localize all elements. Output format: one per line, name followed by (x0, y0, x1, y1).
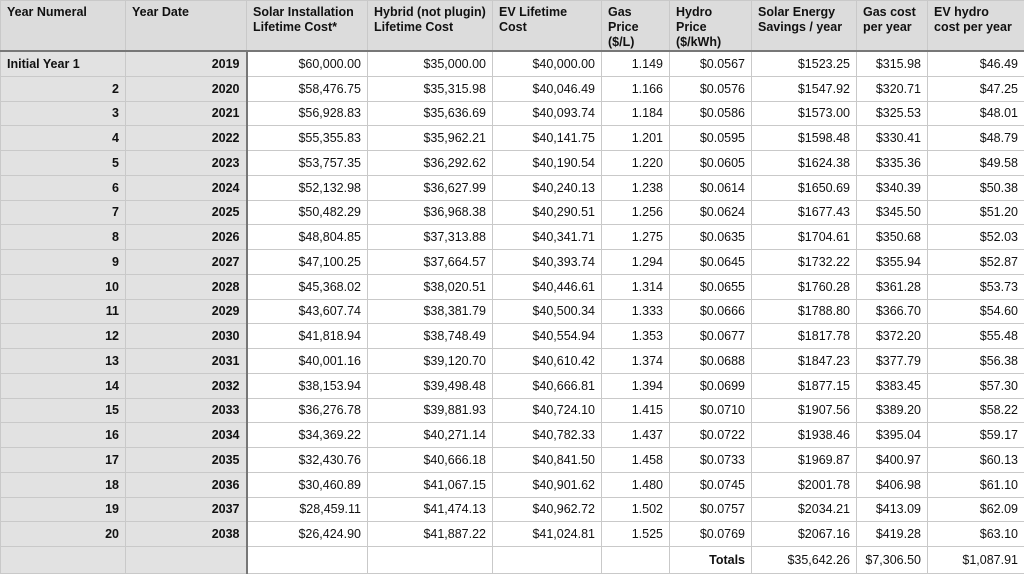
cell-ev-cost[interactable]: $40,666.81 (493, 373, 602, 398)
table-row (1, 101, 1024, 126)
cell-gas-cost[interactable]: $340.39 (857, 175, 928, 200)
table-row (1, 225, 1024, 250)
cell-ev-hydro-cost[interactable]: $52.87 (928, 250, 1024, 275)
cell-gas-price[interactable]: 1.275 (602, 225, 670, 250)
cell-ev-cost[interactable]: $41,024.81 (493, 522, 602, 547)
table-row (1, 175, 1024, 200)
cell-solar-cost[interactable]: $58,476.75 (247, 76, 368, 101)
cell-gas-cost[interactable]: $383.45 (857, 373, 928, 398)
table-row (1, 151, 1024, 176)
cell-ev-hydro-cost[interactable]: $48.01 (928, 101, 1024, 126)
cell-solar-savings[interactable]: $2001.78 (752, 472, 857, 497)
cell-ev-hydro-cost[interactable]: $56.38 (928, 349, 1024, 374)
header-solar-cost[interactable]: Solar Installation Lifetime Cost* (247, 1, 368, 52)
cell-gas-cost[interactable]: $350.68 (857, 225, 928, 250)
cell-hybrid-cost[interactable]: $35,962.21 (368, 126, 493, 151)
cell-hydro-price[interactable]: $0.0567 (670, 51, 752, 76)
cell-solar-cost[interactable]: $53,757.35 (247, 151, 368, 176)
cell-gas-cost[interactable]: $389.20 (857, 398, 928, 423)
cell-ev-cost[interactable]: $40,000.00 (493, 51, 602, 76)
cell-ev-cost[interactable]: $40,046.49 (493, 76, 602, 101)
cell-gas-cost[interactable]: $372.20 (857, 324, 928, 349)
cell-year-date[interactable]: 2019 (126, 51, 247, 76)
cell-year-date[interactable]: 2028 (126, 274, 247, 299)
cell-year-date[interactable]: 2033 (126, 398, 247, 423)
cell-ev-cost[interactable]: $40,290.51 (493, 200, 602, 225)
cell-solar-cost[interactable]: $45,368.02 (247, 274, 368, 299)
cell-hydro-price[interactable]: $0.0745 (670, 472, 752, 497)
cell-hybrid-cost[interactable]: $38,748.49 (368, 324, 493, 349)
cell-ev-hydro-cost[interactable]: $48.79 (928, 126, 1024, 151)
cell-year-numeral[interactable]: 10 (1, 274, 126, 299)
cell-hydro-price[interactable]: $0.0645 (670, 250, 752, 275)
cell-hydro-price[interactable]: $0.0635 (670, 225, 752, 250)
cell-ev-cost[interactable]: $40,093.74 (493, 101, 602, 126)
cell-hybrid-cost[interactable]: $35,000.00 (368, 51, 493, 76)
cell-gas-cost[interactable]: $330.41 (857, 126, 928, 151)
cell-ev-hydro-cost[interactable]: $58.22 (928, 398, 1024, 423)
cell-hybrid-cost[interactable]: $36,968.38 (368, 200, 493, 225)
cell-solar-cost[interactable]: $50,482.29 (247, 200, 368, 225)
table-row (1, 472, 1024, 497)
cell-year-date[interactable]: 2023 (126, 151, 247, 176)
table-row (1, 398, 1024, 423)
cell-gas-cost[interactable]: $325.53 (857, 101, 928, 126)
totals-empty-cell[interactable] (368, 547, 493, 574)
cell-year-numeral[interactable]: 19 (1, 497, 126, 522)
totals-empty-year[interactable] (1, 547, 126, 574)
cell-solar-cost[interactable]: $26,424.90 (247, 522, 368, 547)
cell-hybrid-cost[interactable]: $38,020.51 (368, 274, 493, 299)
cell-solar-savings[interactable]: $1817.78 (752, 324, 857, 349)
table-row (1, 373, 1024, 398)
cell-ev-cost[interactable]: $40,393.74 (493, 250, 602, 275)
header-hydro-price[interactable]: Hydro Price ($/kWh) (670, 1, 752, 52)
totals-label[interactable]: Totals (670, 547, 752, 574)
cell-year-date[interactable]: 2022 (126, 126, 247, 151)
totals-empty-cell[interactable] (493, 547, 602, 574)
cell-year-date[interactable]: 2029 (126, 299, 247, 324)
cell-hybrid-cost[interactable]: $40,271.14 (368, 423, 493, 448)
cell-solar-savings[interactable]: $1732.22 (752, 250, 857, 275)
cell-year-date[interactable]: 2035 (126, 448, 247, 473)
cell-gas-price[interactable]: 1.238 (602, 175, 670, 200)
cell-hydro-price[interactable]: $0.0688 (670, 349, 752, 374)
cell-ev-cost[interactable]: $40,554.94 (493, 324, 602, 349)
cell-gas-cost[interactable]: $355.94 (857, 250, 928, 275)
cell-ev-cost[interactable]: $40,901.62 (493, 472, 602, 497)
cell-hydro-price[interactable]: $0.0614 (670, 175, 752, 200)
cell-year-date[interactable]: 2036 (126, 472, 247, 497)
cell-solar-savings[interactable]: $1969.87 (752, 448, 857, 473)
cell-ev-cost[interactable]: $40,240.13 (493, 175, 602, 200)
cell-year-numeral[interactable]: 9 (1, 250, 126, 275)
cell-solar-cost[interactable]: $52,132.98 (247, 175, 368, 200)
table-row (1, 423, 1024, 448)
cell-hydro-price[interactable]: $0.0733 (670, 448, 752, 473)
cell-hybrid-cost[interactable]: $39,498.48 (368, 373, 493, 398)
cell-hybrid-cost[interactable]: $35,315.98 (368, 76, 493, 101)
header-hybrid-cost[interactable]: Hybrid (not plugin) Lifetime Cost (368, 1, 493, 52)
totals-empty-date[interactable] (126, 547, 247, 574)
cell-gas-price[interactable]: 1.201 (602, 126, 670, 151)
cell-hybrid-cost[interactable]: $41,474.13 (368, 497, 493, 522)
cell-ev-cost[interactable]: $40,446.61 (493, 274, 602, 299)
cell-gas-cost[interactable]: $361.28 (857, 274, 928, 299)
cell-gas-cost[interactable]: $400.97 (857, 448, 928, 473)
table-row (1, 76, 1024, 101)
header-row (1, 1, 1024, 52)
cell-solar-cost[interactable]: $55,355.83 (247, 126, 368, 151)
cell-year-date[interactable]: 2020 (126, 76, 247, 101)
totals-empty-cell[interactable] (247, 547, 368, 574)
cell-solar-savings[interactable]: $1907.56 (752, 398, 857, 423)
cell-year-numeral[interactable]: 18 (1, 472, 126, 497)
cell-ev-hydro-cost[interactable]: $62.09 (928, 497, 1024, 522)
header-year-numeral[interactable]: Year Numeral (1, 1, 126, 52)
cell-hydro-price[interactable]: $0.0699 (670, 373, 752, 398)
cell-year-numeral[interactable]: 14 (1, 373, 126, 398)
cell-ev-hydro-cost[interactable]: $61.10 (928, 472, 1024, 497)
cell-hydro-price[interactable]: $0.0576 (670, 76, 752, 101)
cell-hybrid-cost[interactable]: $39,120.70 (368, 349, 493, 374)
cell-ev-hydro-cost[interactable]: $55.48 (928, 324, 1024, 349)
table-row (1, 126, 1024, 151)
totals-solar-savings[interactable]: $35,642.26 (752, 547, 857, 574)
cell-hydro-price[interactable]: $0.0666 (670, 299, 752, 324)
cell-gas-price[interactable]: 1.502 (602, 497, 670, 522)
cell-gas-cost[interactable]: $366.70 (857, 299, 928, 324)
header-gas-cost[interactable]: Gas cost per year (857, 1, 928, 52)
cell-hydro-price[interactable]: $0.0624 (670, 200, 752, 225)
table-row (1, 448, 1024, 473)
cell-gas-cost[interactable]: $395.04 (857, 423, 928, 448)
cell-ev-hydro-cost[interactable]: $53.73 (928, 274, 1024, 299)
cell-solar-cost[interactable]: $38,153.94 (247, 373, 368, 398)
cell-gas-cost[interactable]: $406.98 (857, 472, 928, 497)
cell-hydro-price[interactable]: $0.0655 (670, 274, 752, 299)
cell-solar-cost[interactable]: $41,818.94 (247, 324, 368, 349)
table-row (1, 51, 1024, 76)
cell-solar-cost[interactable]: $43,607.74 (247, 299, 368, 324)
cell-year-date[interactable]: 2031 (126, 349, 247, 374)
cell-year-numeral[interactable]: 13 (1, 349, 126, 374)
header-ev-cost[interactable]: EV Lifetime Cost (493, 1, 602, 52)
cell-hydro-price[interactable]: $0.0769 (670, 522, 752, 547)
cell-year-numeral[interactable]: Initial Year 1 (1, 51, 126, 76)
cell-ev-hydro-cost[interactable]: $54.60 (928, 299, 1024, 324)
header-solar-savings[interactable]: Solar Energy Savings / year (752, 1, 857, 52)
cell-year-date[interactable]: 2025 (126, 200, 247, 225)
cell-year-numeral[interactable]: 11 (1, 299, 126, 324)
cell-solar-savings[interactable]: $1547.92 (752, 76, 857, 101)
cell-year-date[interactable]: 2034 (126, 423, 247, 448)
cell-year-numeral[interactable]: 5 (1, 151, 126, 176)
table-row (1, 497, 1024, 522)
cell-gas-cost[interactable]: $377.79 (857, 349, 928, 374)
cell-gas-cost[interactable]: $419.28 (857, 522, 928, 547)
cell-gas-price[interactable]: 1.525 (602, 522, 670, 547)
cell-year-numeral[interactable]: 8 (1, 225, 126, 250)
cell-year-date[interactable]: 2032 (126, 373, 247, 398)
cell-solar-cost[interactable]: $28,459.11 (247, 497, 368, 522)
cell-ev-cost[interactable]: $40,841.50 (493, 448, 602, 473)
cell-ev-cost[interactable]: $40,190.54 (493, 151, 602, 176)
cell-gas-cost[interactable]: $413.09 (857, 497, 928, 522)
totals-empty-cell[interactable] (602, 547, 670, 574)
cell-gas-price[interactable]: 1.220 (602, 151, 670, 176)
cell-gas-price[interactable]: 1.394 (602, 373, 670, 398)
cell-hybrid-cost[interactable]: $39,881.93 (368, 398, 493, 423)
cell-year-numeral[interactable]: 7 (1, 200, 126, 225)
header-year-date[interactable]: Year Date (126, 1, 247, 52)
cell-solar-cost[interactable]: $40,001.16 (247, 349, 368, 374)
cell-gas-price[interactable]: 1.480 (602, 472, 670, 497)
cell-solar-cost[interactable]: $60,000.00 (247, 51, 368, 76)
cell-hybrid-cost[interactable]: $36,627.99 (368, 175, 493, 200)
cell-gas-cost[interactable]: $315.98 (857, 51, 928, 76)
cell-year-date[interactable]: 2027 (126, 250, 247, 275)
cell-solar-savings[interactable]: $1624.38 (752, 151, 857, 176)
cell-gas-price[interactable]: 1.415 (602, 398, 670, 423)
totals-ev-hydro-cost[interactable]: $1,087.91 (928, 547, 1024, 574)
cell-ev-hydro-cost[interactable]: $57.30 (928, 373, 1024, 398)
cell-ev-cost[interactable]: $40,500.34 (493, 299, 602, 324)
cell-solar-cost[interactable]: $32,430.76 (247, 448, 368, 473)
cell-solar-savings[interactable]: $1847.23 (752, 349, 857, 374)
cell-gas-price[interactable]: 1.166 (602, 76, 670, 101)
cell-gas-price[interactable]: 1.374 (602, 349, 670, 374)
cell-ev-hydro-cost[interactable]: $47.25 (928, 76, 1024, 101)
cell-hybrid-cost[interactable]: $37,664.57 (368, 250, 493, 275)
cell-solar-savings[interactable]: $1760.28 (752, 274, 857, 299)
cell-solar-cost[interactable]: $30,460.89 (247, 472, 368, 497)
cell-year-numeral[interactable]: 6 (1, 175, 126, 200)
table-row (1, 250, 1024, 275)
cell-year-date[interactable]: 2037 (126, 497, 247, 522)
cell-hybrid-cost[interactable]: $37,313.88 (368, 225, 493, 250)
cell-hydro-price[interactable]: $0.0595 (670, 126, 752, 151)
cell-year-numeral[interactable]: 12 (1, 324, 126, 349)
cell-gas-price[interactable]: 1.149 (602, 51, 670, 76)
cell-ev-hydro-cost[interactable]: $52.03 (928, 225, 1024, 250)
cell-hybrid-cost[interactable]: $41,067.15 (368, 472, 493, 497)
cell-hybrid-cost[interactable]: $41,887.22 (368, 522, 493, 547)
table-row (1, 324, 1024, 349)
header-gas-price[interactable]: Gas Price ($/L) (602, 1, 670, 52)
cell-year-date[interactable]: 2030 (126, 324, 247, 349)
table-row (1, 299, 1024, 324)
cell-gas-price[interactable]: 1.437 (602, 423, 670, 448)
cell-ev-cost[interactable]: $40,962.72 (493, 497, 602, 522)
cell-solar-savings[interactable]: $1598.48 (752, 126, 857, 151)
cell-solar-savings[interactable]: $1788.80 (752, 299, 857, 324)
cell-solar-savings[interactable]: $1573.00 (752, 101, 857, 126)
cell-year-date[interactable]: 2038 (126, 522, 247, 547)
table-body (1, 51, 1024, 574)
cell-ev-cost[interactable]: $40,782.33 (493, 423, 602, 448)
cell-hydro-price[interactable]: $0.0677 (670, 324, 752, 349)
cell-hydro-price[interactable]: $0.0757 (670, 497, 752, 522)
cell-hydro-price[interactable]: $0.0722 (670, 423, 752, 448)
cell-solar-savings[interactable]: $1704.61 (752, 225, 857, 250)
table-header (1, 1, 1024, 52)
cell-hybrid-cost[interactable]: $35,636.69 (368, 101, 493, 126)
cell-year-numeral[interactable]: 16 (1, 423, 126, 448)
cell-ev-hydro-cost[interactable]: $46.49 (928, 51, 1024, 76)
totals-gas-cost[interactable]: $7,306.50 (857, 547, 928, 574)
cell-solar-savings[interactable]: $2034.21 (752, 497, 857, 522)
cell-gas-price[interactable]: 1.314 (602, 274, 670, 299)
table-row (1, 522, 1024, 547)
cell-hybrid-cost[interactable]: $40,666.18 (368, 448, 493, 473)
cell-solar-savings[interactable]: $1677.43 (752, 200, 857, 225)
cell-gas-price[interactable]: 1.458 (602, 448, 670, 473)
cell-gas-price[interactable]: 1.184 (602, 101, 670, 126)
cell-year-numeral[interactable]: 17 (1, 448, 126, 473)
cell-ev-cost[interactable]: $40,341.71 (493, 225, 602, 250)
cell-year-date[interactable]: 2021 (126, 101, 247, 126)
cell-solar-savings[interactable]: $1650.69 (752, 175, 857, 200)
cell-ev-cost[interactable]: $40,724.10 (493, 398, 602, 423)
cell-solar-savings[interactable]: $1938.46 (752, 423, 857, 448)
totals-row (1, 547, 1024, 574)
cell-year-date[interactable]: 2026 (126, 225, 247, 250)
cell-gas-price[interactable]: 1.294 (602, 250, 670, 275)
cell-gas-price[interactable]: 1.353 (602, 324, 670, 349)
table-row (1, 349, 1024, 374)
cell-hydro-price[interactable]: $0.0586 (670, 101, 752, 126)
cell-solar-cost[interactable]: $48,804.85 (247, 225, 368, 250)
cell-gas-cost[interactable]: $345.50 (857, 200, 928, 225)
cell-hybrid-cost[interactable]: $38,381.79 (368, 299, 493, 324)
cell-hydro-price[interactable]: $0.0710 (670, 398, 752, 423)
cell-gas-cost[interactable]: $335.36 (857, 151, 928, 176)
table-row (1, 200, 1024, 225)
cell-ev-hydro-cost[interactable]: $49.58 (928, 151, 1024, 176)
cell-hydro-price[interactable]: $0.0605 (670, 151, 752, 176)
cell-solar-savings[interactable]: $2067.16 (752, 522, 857, 547)
cell-solar-cost[interactable]: $56,928.83 (247, 101, 368, 126)
cell-year-date[interactable]: 2024 (126, 175, 247, 200)
cell-year-numeral[interactable]: 20 (1, 522, 126, 547)
cell-solar-cost[interactable]: $36,276.78 (247, 398, 368, 423)
cell-solar-cost[interactable]: $34,369.22 (247, 423, 368, 448)
cell-ev-hydro-cost[interactable]: $51.20 (928, 200, 1024, 225)
cell-solar-savings[interactable]: $1523.25 (752, 51, 857, 76)
cell-solar-cost[interactable]: $47,100.25 (247, 250, 368, 275)
cell-ev-cost[interactable]: $40,141.75 (493, 126, 602, 151)
cell-year-numeral[interactable]: 4 (1, 126, 126, 151)
cell-year-numeral[interactable]: 3 (1, 101, 126, 126)
cell-ev-cost[interactable]: $40,610.42 (493, 349, 602, 374)
cell-year-numeral[interactable]: 15 (1, 398, 126, 423)
cell-gas-price[interactable]: 1.256 (602, 200, 670, 225)
cell-ev-hydro-cost[interactable]: $50.38 (928, 175, 1024, 200)
cell-year-numeral[interactable]: 2 (1, 76, 126, 101)
cell-ev-hydro-cost[interactable]: $60.13 (928, 448, 1024, 473)
cell-gas-cost[interactable]: $320.71 (857, 76, 928, 101)
cell-gas-price[interactable]: 1.333 (602, 299, 670, 324)
cell-hybrid-cost[interactable]: $36,292.62 (368, 151, 493, 176)
cell-ev-hydro-cost[interactable]: $63.10 (928, 522, 1024, 547)
cell-solar-savings[interactable]: $1877.15 (752, 373, 857, 398)
cell-ev-hydro-cost[interactable]: $59.17 (928, 423, 1024, 448)
header-ev-hydro-cost[interactable]: EV hydro cost per year (928, 1, 1024, 52)
table-row (1, 274, 1024, 299)
